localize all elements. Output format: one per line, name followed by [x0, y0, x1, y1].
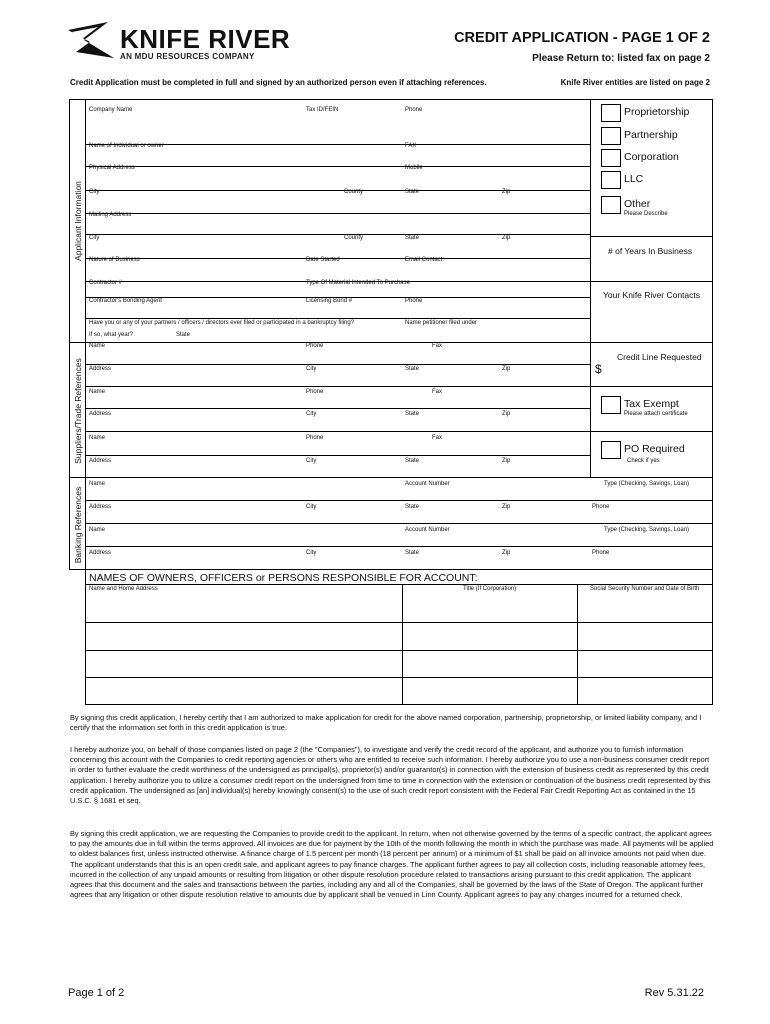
terms-paragraph: By signing this credit application, we are requesting the Companies to provide credit to the applicant. In return, when not otherwise governed by the terms of a specific contract, the applicant agrees to pay the amounts due in full within the terms approved. All invoices are due for payment by the 10th of the month following the month in which the purchase was made. All payments will be applied to oldest balances first, unless instructed otherwise. A finance charge of 1.5 percent per month (18 percent per annum) or a minimum of $1 shall be paid on all invoice amounts not paid when due. The applicant understands that this is an open credit sale, and applicant agrees to pay finance charges. The applicant further agrees to pay all collection costs, including reasonable attorney fees, incurred in the collection of any unpaid amounts or resulting from litigation or other dispute resolution procedure related to transactions arising pursuant to this credit application. The applicant agrees that this document and the sales and transactions between the parties, including any and all of the Companies, shall be governed by the laws of the State of Oregon. The applicant further agrees that any litigation or other dispute resolution relative to amounts due by applicant shall be venued in Linn County. Applicant agrees to pay any charges incurred for a returned check.: [70, 829, 714, 900]
date-started-label: Date Started: [306, 257, 340, 263]
email-contact-label: Email Contact:: [405, 257, 445, 263]
row-line: [85, 166, 590, 167]
city-label: City: [89, 189, 100, 195]
authorization-paragraph: I hereby authorize you, on behalf of those companies listed on page 2 (the "Companies"), to investigate and verify the credit record of the applicant, and authorize you to furnish information concerning this account with the Companies to credit reporting agencies or others who are entitled to receive such information. I hereby authorize you to use a non-business consumer credit report in order to further evaluate the credit worthiness of the undersigned as principal(s), proprietor(s) and/or guarantor(s) in connection with the extension of business credit as represented by this credit application. I hereby authorize you to utilize a consumer credit report on the undersigned from time to time in connection with the extension or continuation of the business credit represented by this credit application. The undersigned as [an] individual(s) hereby knowingly consent(s) to the use of such credit report consistent with the Federal Fair Credit Reporting Act as contained in the 15 U.S.C. § 1681 et seq.: [70, 745, 711, 806]
supplier3-address-label: Address: [89, 458, 112, 464]
nature-of-business-label: Nature of Business: [89, 257, 140, 263]
section-left-border: [69, 99, 70, 569]
supplier2-name-label: Name: [89, 389, 106, 395]
side-box-line: [590, 281, 713, 282]
supplier2-address-label: Address: [89, 411, 112, 417]
owners-col-name: Name and Home Address: [89, 586, 158, 592]
logo-name: KNIFE RIVER: [120, 24, 291, 54]
physical-address-label: Physical Address: [89, 165, 135, 171]
licensing-bond-label: Licensing Bond #: [306, 298, 353, 304]
revision: Rev 5.31.22: [644, 987, 704, 999]
supplier1-phone-label: Phone: [306, 343, 324, 349]
bankruptcy-question: Have you or any of your partners / officers / directors ever filed or participated in a bankruptcy filing?: [89, 320, 355, 326]
bank2-type-label: Type (Checking, Savings, Loan): [604, 527, 690, 533]
corporation-checkbox[interactable]: [601, 149, 621, 167]
bank1-phone-label: Phone: [592, 504, 610, 510]
please-describe-label: Please Describe: [624, 211, 668, 217]
tax-exempt-checkbox[interactable]: [601, 396, 621, 414]
llc-label: LLC: [624, 173, 644, 185]
bank1-address-label: Address: [89, 504, 112, 510]
supplier1-state-label: State: [405, 366, 420, 372]
supplier1-city-label: City: [306, 366, 317, 372]
years-in-business-label: # of Years In Business: [608, 246, 693, 256]
state-label: State: [405, 189, 420, 195]
supplier1-zip-label: Zip: [502, 366, 511, 372]
company-logo: [68, 22, 298, 66]
logo-subtitle: AN MDU RESOURCES COMPANY: [120, 52, 255, 61]
page-number: Page 1 of 2: [68, 987, 125, 999]
return-note: Please Return to: listed fax on page 2: [532, 53, 710, 64]
zip2-label: Zip: [502, 235, 511, 241]
row-line: [85, 523, 713, 524]
section-divider: [69, 569, 713, 570]
attach-cert-label: Please attach certificate: [624, 411, 688, 417]
check-if-yes-label: Check if yes: [627, 458, 660, 464]
tax-id-label: Tax ID/FEIN: [306, 107, 339, 113]
supplier2-phone-label: Phone: [306, 389, 324, 395]
bonding-agent-label: Contractor's Bonding Agent: [89, 298, 162, 304]
supplier3-zip-label: Zip: [502, 458, 511, 464]
section-divider: [69, 477, 713, 478]
row-line: [85, 584, 713, 585]
supplier3-state-label: State: [405, 458, 420, 464]
row-line: [85, 677, 713, 678]
bank1-zip-label: Zip: [502, 504, 511, 510]
row-line: [85, 213, 590, 214]
fax-label: FAX: [405, 143, 417, 149]
right-border: [712, 99, 713, 705]
other-checkbox[interactable]: [601, 196, 621, 214]
owners-col-divider: [402, 584, 403, 705]
owner-name-label: Name of Individual or owner: [89, 143, 164, 149]
llc-checkbox[interactable]: [601, 171, 621, 189]
row-line: [85, 386, 590, 387]
proprietorship-checkbox[interactable]: [601, 104, 621, 122]
contractor-no-label: Contractor #: [89, 280, 123, 286]
zip-label: Zip: [502, 189, 511, 195]
side-box-line: [590, 431, 713, 432]
supplier3-name-label: Name: [89, 435, 106, 441]
side-box-line: [590, 236, 713, 237]
if-so-year-label: If so, what year?: [89, 332, 134, 338]
partnership-checkbox[interactable]: [601, 127, 621, 145]
state2-label: State: [405, 235, 420, 241]
bankruptcy-state-label: State: [176, 332, 191, 338]
bank2-phone-label: Phone: [592, 550, 610, 556]
row-line: [85, 364, 590, 365]
petitioner-name-label: Name petitioner filed under: [405, 320, 478, 326]
row-line: [85, 650, 713, 651]
mailing-address-label: Mailing Address: [89, 212, 132, 218]
bank2-state-label: State: [405, 550, 420, 556]
bank1-account-label: Account Number: [405, 481, 450, 487]
supplier2-city-label: City: [306, 411, 317, 417]
bank1-city-label: City: [306, 504, 317, 510]
supplier3-fax-label: Fax: [432, 435, 443, 441]
row-line: [85, 622, 713, 623]
city2-label: City: [89, 235, 100, 241]
po-required-label: PO Required: [624, 443, 685, 455]
supplier3-phone-label: Phone: [306, 435, 324, 441]
credit-line-label: Credit Line Requested: [617, 352, 702, 362]
row-line: [85, 455, 590, 456]
mobile-label: Mobile: [405, 165, 423, 171]
page-title: CREDIT APPLICATION - PAGE 1 OF 2: [454, 30, 710, 46]
other-label: Other: [624, 198, 651, 210]
supplier1-address-label: Address: [89, 366, 112, 372]
owners-col-title: Title (If Corporation): [463, 586, 517, 592]
bank2-city-label: City: [306, 550, 317, 556]
tax-exempt-label: Tax Exempt: [624, 398, 679, 410]
county-label: County: [344, 189, 364, 195]
bank2-zip-label: Zip: [502, 550, 511, 556]
owners-col-divider: [577, 584, 578, 705]
row-line: [85, 431, 590, 432]
row-line: [85, 500, 713, 501]
owners-col-ssn: Social Security Number and Date of Birth: [590, 586, 700, 592]
bank1-name-label: Name: [89, 481, 106, 487]
partnership-label: Partnership: [624, 129, 678, 141]
material-type-label: Type Of Material Intended To Purchase: [306, 280, 410, 286]
bank1-type-label: Type (Checking, Savings, Loan): [604, 481, 690, 487]
entities-note: Knife River entities are listed on page 2: [560, 78, 710, 87]
certification-paragraph: By signing this credit application, I hereby certify that I am authorized to make application for credit for the above named corporation, partnership, proprietorship, or limited liability company, and I certify that the information set forth in this credit application is true.: [70, 713, 702, 733]
owners-section-title: NAMES OF OWNERS, OFFICERS or PERSONS RESPONSIBLE FOR ACCOUNT:: [89, 572, 478, 584]
row-line: [85, 546, 713, 547]
row-line: [85, 234, 590, 235]
supplier1-name-label: Name: [89, 343, 106, 349]
bank2-name-label: Name: [89, 527, 106, 533]
credit-line-dollar[interactable]: $: [595, 362, 602, 376]
section-divider: [69, 342, 713, 343]
phone-label: Phone: [405, 107, 423, 113]
supplier2-state-label: State: [405, 411, 420, 417]
section-suppliers-label: Suppliers/Trade References: [73, 358, 83, 464]
supplier2-zip-label: Zip: [502, 411, 511, 417]
row-line: [85, 190, 590, 191]
completion-note: Credit Application must be completed in full and signed by an authorized person even if attaching references.: [70, 78, 487, 87]
top-border: [69, 99, 713, 100]
bank2-account-label: Account Number: [405, 527, 450, 533]
knife-river-logo-icon: [68, 22, 116, 62]
po-required-checkbox[interactable]: [601, 441, 621, 459]
corporation-label: Corporation: [624, 151, 679, 163]
right-panel-divider: [590, 99, 591, 477]
phone2-label: Phone: [405, 298, 423, 304]
supplier2-fax-label: Fax: [432, 389, 443, 395]
bank1-state-label: State: [405, 504, 420, 510]
row-line: [85, 704, 713, 705]
section-applicant-label: Applicant Information: [73, 181, 83, 261]
company-name-label: Company Name: [89, 107, 133, 113]
bank2-address-label: Address: [89, 550, 112, 556]
supplier3-city-label: City: [306, 458, 317, 464]
proprietorship-label: Proprietorship: [624, 106, 690, 118]
row-line: [85, 318, 590, 319]
side-box-line: [590, 386, 713, 387]
supplier1-fax-label: Fax: [432, 343, 443, 349]
contacts-label: Your Knife River Contacts: [603, 290, 701, 300]
section-banking-label: Banking References: [73, 486, 83, 564]
county2-label: County: [344, 235, 364, 241]
row-line: [85, 408, 590, 409]
